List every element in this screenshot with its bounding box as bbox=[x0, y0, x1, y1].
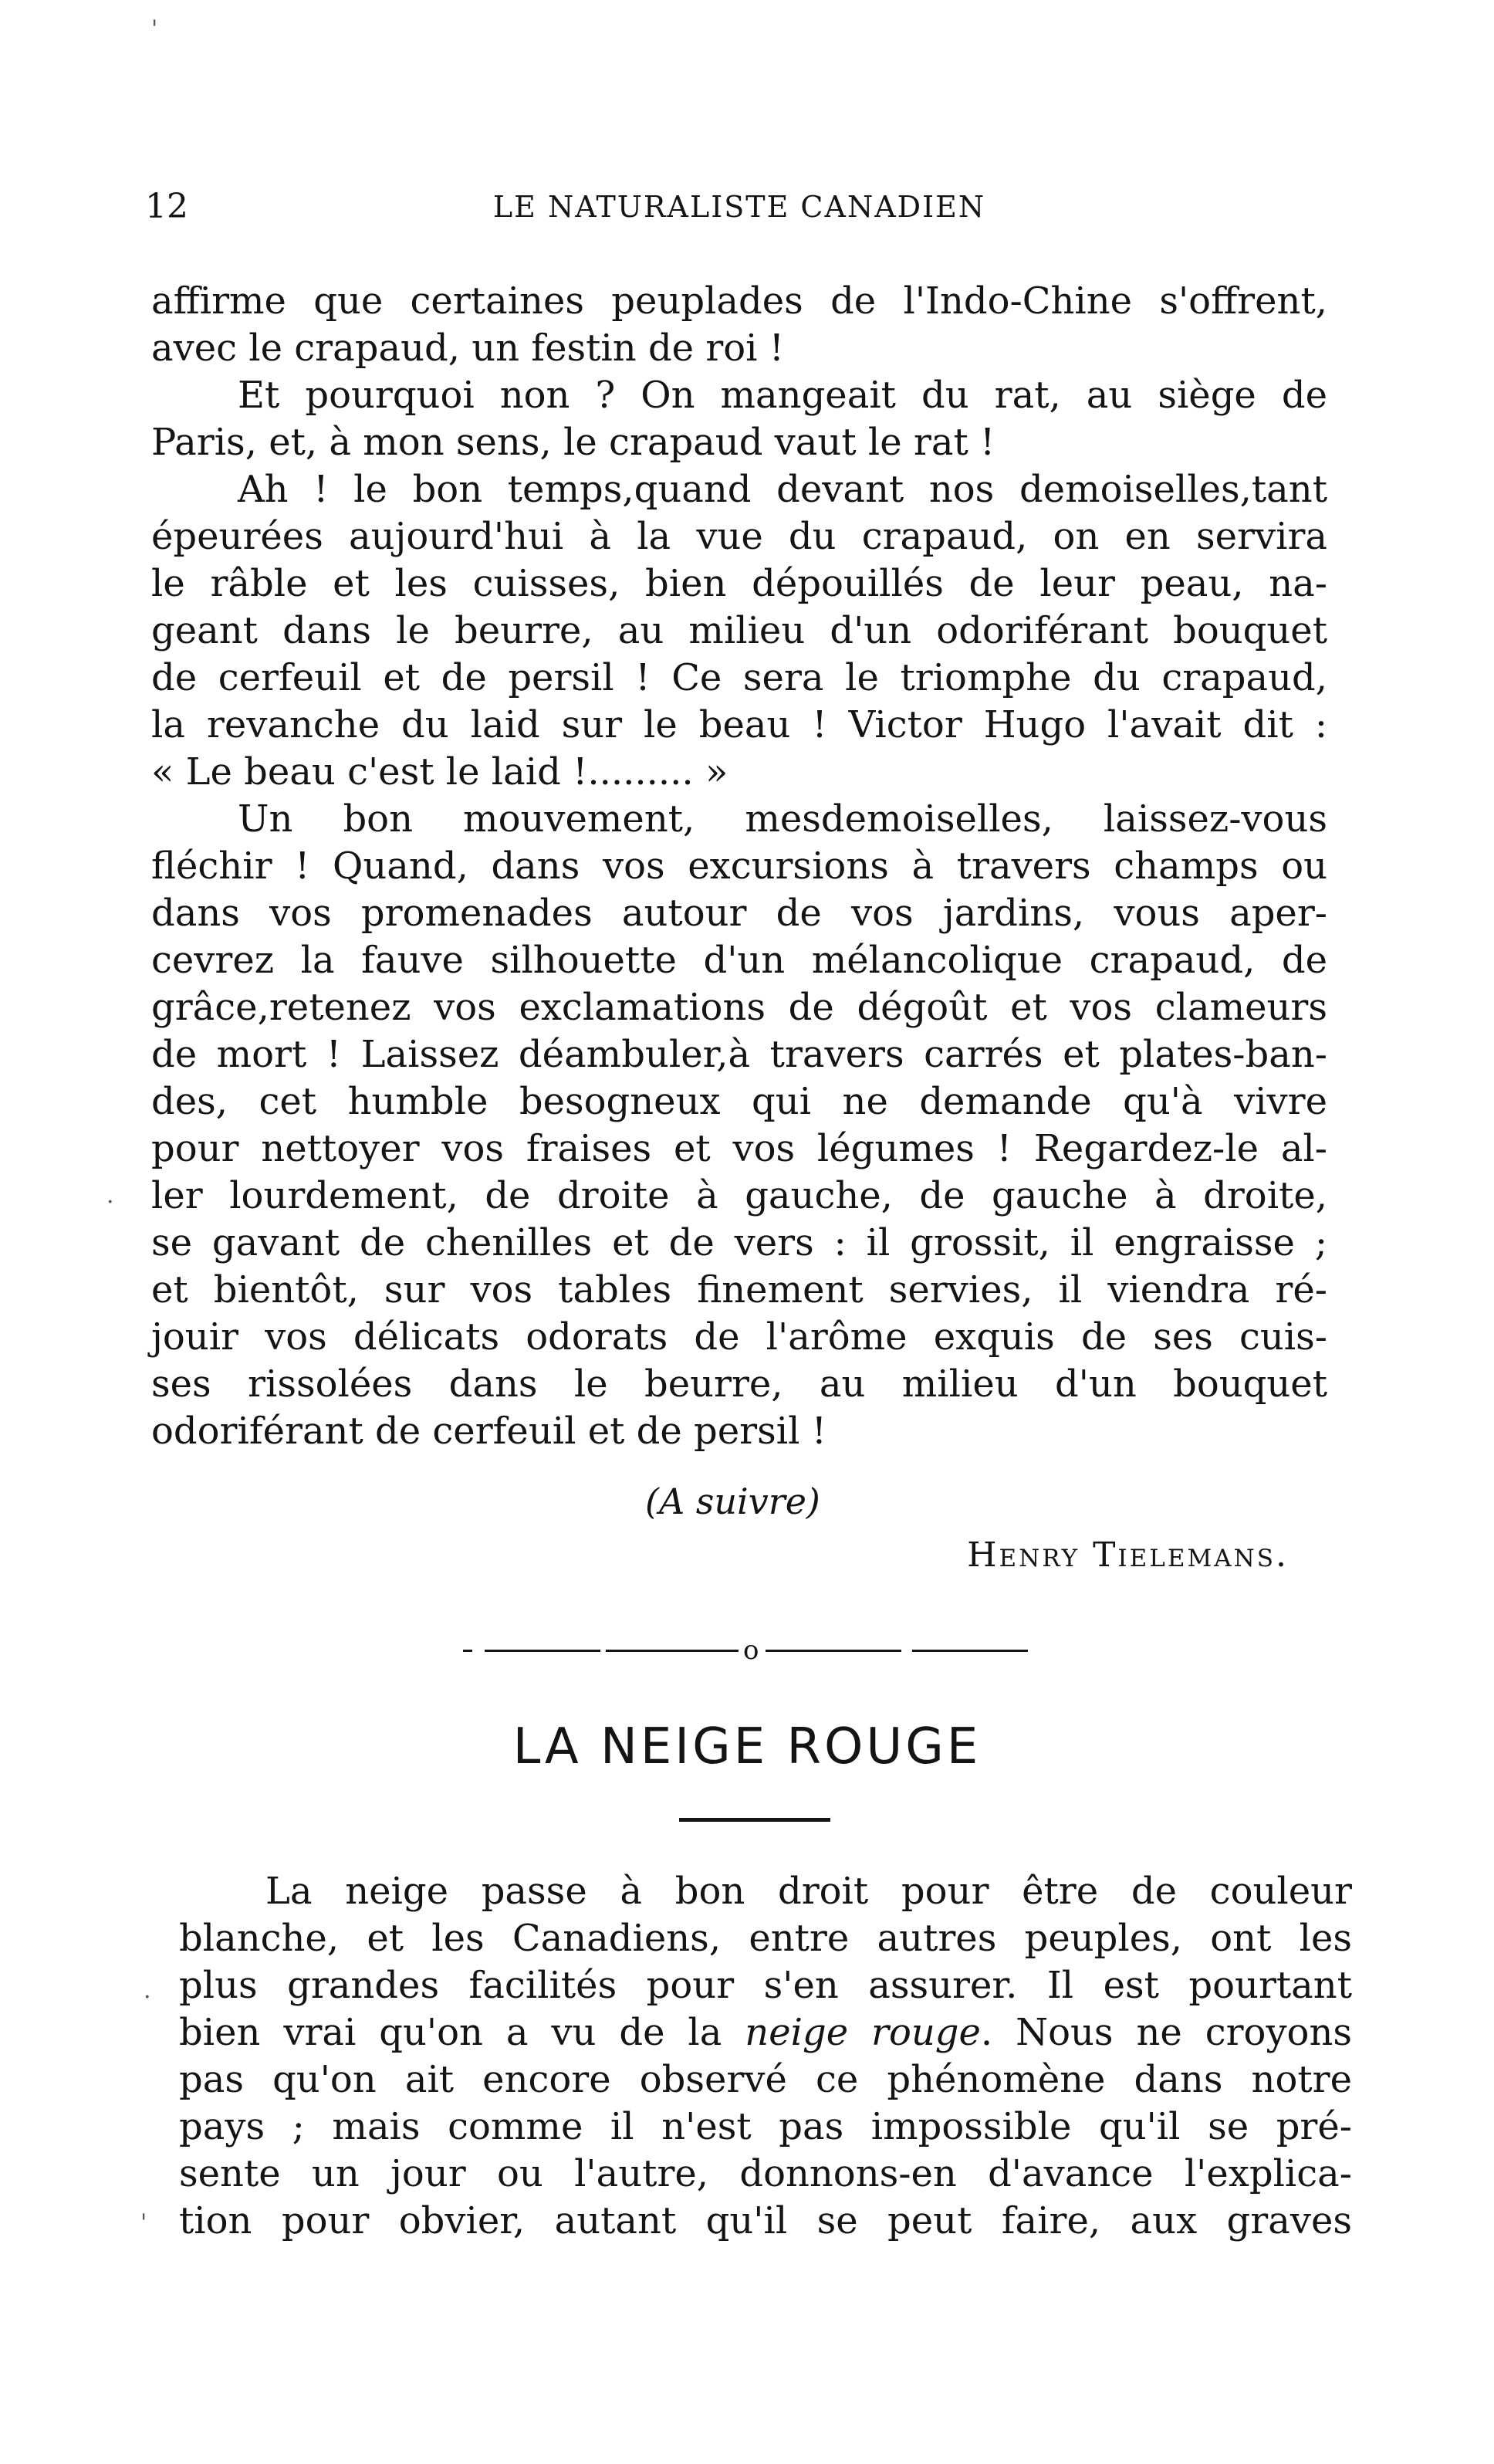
article-signature bbox=[151, 1474, 1327, 1582]
text-line: de mort ! Laissez déambuler,à travers carrés et plates-ban- bbox=[151, 1033, 1327, 1076]
text-line: pour nettoyer vos fraises et vos légumes ! Regardez-le al- bbox=[151, 1127, 1327, 1170]
title-rule bbox=[679, 1818, 830, 1822]
divider-dash bbox=[606, 1650, 739, 1652]
scan-speck: ' bbox=[140, 2209, 147, 2236]
divider-dash bbox=[766, 1650, 901, 1652]
text-line: geant dans le beurre, au milieu d'un odoriférant bouquet bbox=[151, 609, 1327, 652]
text-line: tion pour obvier, autant qu'il se peut faire, aux graves bbox=[179, 2199, 1352, 2242]
text-line: dans vos promenades autour de vos jardins, vous aper- bbox=[151, 892, 1327, 935]
page-header bbox=[145, 184, 1333, 230]
text-line: Ah ! le bon temps,quand devant nos demoiselles,tant bbox=[238, 468, 1327, 511]
text-line bbox=[179, 2009, 1352, 2056]
running-title: LE NATURALISTE CANADIEN bbox=[492, 190, 986, 224]
text-segment: . Nous ne croyons bbox=[980, 2011, 1353, 2054]
text-line: fléchir ! Quand, dans vos excursions à travers champs ou bbox=[151, 844, 1327, 888]
text-line: épeurées aujourd'hui à la vue du crapaud, on en servira bbox=[151, 515, 1327, 558]
to-be-continued-note: (A suivre) bbox=[645, 1481, 820, 1522]
section-body bbox=[179, 1868, 1352, 2245]
scan-speck: · bbox=[144, 1984, 151, 2011]
text-segment: bien vrai qu'on a vu de la bbox=[179, 2011, 745, 2054]
italic-term: neige rouge bbox=[745, 2011, 981, 2054]
text-line: Et pourquoi non ? On mangeait du rat, au siège de bbox=[238, 374, 1327, 417]
text-line: La neige passe à bon droit pour être de couleur bbox=[265, 1870, 1352, 1913]
text-line: blanche, et les Canadiens, entre autres peuples, ont les bbox=[179, 1917, 1352, 1960]
text-line: et bientôt, sur vos tables finement servies, il viendra ré- bbox=[151, 1268, 1327, 1312]
divider-dash bbox=[912, 1650, 1028, 1652]
divider-mark: o bbox=[743, 1635, 759, 1666]
text-line: « Le beau c'est le laid !......... » bbox=[151, 750, 728, 794]
divider-dash bbox=[485, 1650, 600, 1652]
text-line: affirme que certaines peuplades de l'Indo-Chine s'offrent, bbox=[151, 279, 1327, 323]
text-line: pays ; mais comme il n'est pas impossible qu'il se pré- bbox=[179, 2105, 1352, 2148]
author-name: Henry Tielemans. bbox=[967, 1535, 1289, 1575]
text-line: plus grandes facilités pour s'en assurer. Il est pourtant bbox=[179, 1964, 1352, 2007]
scan-speck: ' bbox=[151, 15, 158, 42]
text-line: de cerfeuil et de persil ! Ce sera le triomphe du crapaud, bbox=[151, 656, 1327, 699]
text-line: pas qu'on ait encore observé ce phénomène dans notre bbox=[179, 2058, 1352, 2101]
section-title: LA NEIGE ROUGE bbox=[512, 1718, 982, 1775]
text-line: Un bon mouvement, mesdemoiselles, laissez-vous bbox=[238, 797, 1327, 841]
text-line: le râble et les cuisses, bien dépouillés de leur peau, na- bbox=[151, 562, 1327, 605]
text-line: cevrez la fauve silhouette d'un mélancolique crapaud, de bbox=[151, 939, 1327, 982]
text-line: se gavant de chenilles et de vers : il grossit, il engraisse ; bbox=[151, 1221, 1327, 1264]
text-line: odoriférant de cerfeuil et de persil ! bbox=[151, 1410, 826, 1453]
divider-dash bbox=[463, 1650, 472, 1652]
text-line: des, cet humble besogneux qui ne demande qu'à vivre bbox=[151, 1080, 1327, 1123]
section-divider bbox=[463, 1635, 1034, 1666]
page-number: 12 bbox=[145, 187, 188, 226]
text-line: Paris, et, à mon sens, le crapaud vaut le rat ! bbox=[151, 421, 995, 464]
article-continuation bbox=[151, 278, 1327, 1455]
text-line: ses rissolées dans le beurre, au milieu d'un bouquet bbox=[151, 1362, 1327, 1406]
text-line: la revanche du laid sur le beau ! Victor Hugo l'avait dit : bbox=[151, 703, 1327, 746]
text-line: grâce,retenez vos exclamations de dégoût et vos clameurs bbox=[151, 986, 1327, 1029]
text-line: avec le crapaud, un festin de roi ! bbox=[151, 327, 785, 370]
text-line: jouir vos délicats odorats de l'arôme exquis de ses cuis- bbox=[151, 1315, 1327, 1359]
text-line: sente un jour ou l'autre, donnons-en d'avance l'explica- bbox=[179, 2152, 1352, 2195]
scan-speck: · bbox=[106, 1189, 114, 1216]
text-line: ler lourdement, de droite à gauche, de gauche à droite, bbox=[151, 1174, 1327, 1217]
